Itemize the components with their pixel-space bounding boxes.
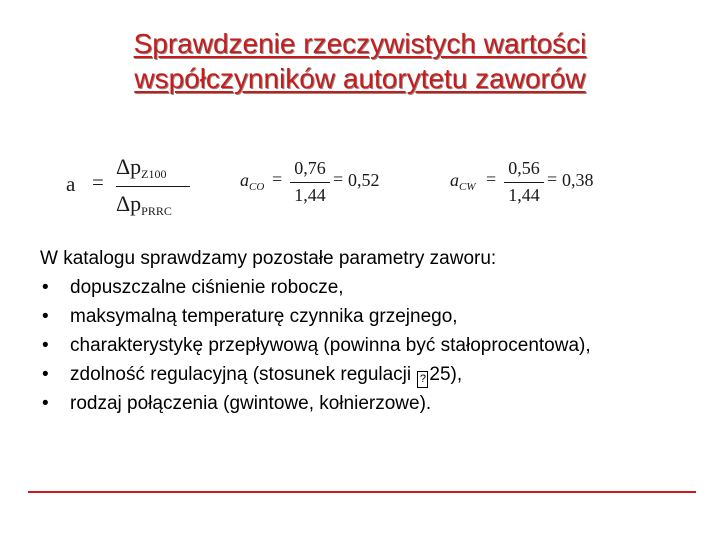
formula-cw-eq2: = (547, 169, 558, 189)
formula-cw-result: 0,38 (562, 170, 594, 190)
formula-co-lhs (240, 170, 264, 191)
formula-general-num-sub: Z100 (141, 167, 167, 181)
list-item-text-after: 25), (429, 364, 463, 385)
formula-co-lhs-sub: CO (249, 181, 265, 193)
formula-general (64, 152, 194, 224)
formula-co-eq2: = (333, 169, 344, 189)
parameter-list (40, 273, 680, 418)
formula-co-bar (290, 182, 330, 183)
lead-text: W katalogu sprawdzamy pozostałe parametry zaworu: (40, 248, 497, 269)
formula-general-eq: = (92, 170, 104, 194)
formula-co-denominator: 1,44 (294, 185, 326, 205)
content-body (40, 244, 680, 418)
formula-co-result: 0,52 (348, 170, 380, 190)
bottom-divider (28, 491, 696, 493)
list-item-text-before: zdolność regulacyjną (stosunek regulacji (70, 364, 417, 385)
formula-general-den-sub: PRRC (141, 204, 172, 218)
bullet: • (42, 364, 49, 385)
list-item-text: rodzaj połączenia (gwintowe, kołnierzowe). (70, 393, 432, 414)
formula-co-eq: = (272, 169, 283, 189)
formula-cw-eq: = (486, 169, 497, 189)
list-item-text: dopuszczalne ciśnienie robocze, (70, 277, 344, 298)
title-line-1: Sprawdzenie rzeczywistych wartości (133, 28, 587, 59)
formula-co (240, 158, 380, 208)
formula-cw-bar (504, 182, 544, 183)
formula-general-lhs: a (66, 172, 76, 196)
list-item (40, 273, 680, 302)
formula-general-denominator (116, 191, 172, 217)
formula-co-lhs-base: a (240, 170, 249, 190)
bullet: • (42, 393, 49, 414)
missing-glyph-icon: ? (417, 371, 428, 388)
bullet: • (42, 306, 49, 327)
formula-co-numerator: 0,76 (294, 158, 326, 178)
formula-cw-lhs (450, 170, 476, 191)
formula-cw-numerator: 0,56 (508, 158, 540, 178)
formula-general-num-base: Δp (116, 154, 142, 179)
bullet: • (42, 335, 49, 356)
list-item (40, 360, 680, 389)
list-item-text: maksymalną temperaturę czynnika grzejnego, (70, 306, 458, 327)
formula-general-den-base: Δp (116, 191, 142, 216)
list-item (40, 389, 680, 418)
title-line-2: współczynników autorytetu zaworów (134, 63, 586, 94)
formula-cw-lhs-sub: CW (459, 181, 476, 193)
list-item (40, 302, 680, 331)
formula-cw-fraction (504, 158, 544, 208)
bullet: • (42, 277, 49, 298)
formula-general-numerator (116, 154, 167, 180)
formula-co-fraction (290, 158, 330, 208)
list-item (40, 331, 680, 360)
list-item-text: charakterystykę przepływową (powinna być stałoprocentowa), (70, 335, 591, 356)
slide-title (40, 26, 680, 96)
formula-cw (450, 158, 600, 208)
formula-general-bar (116, 186, 190, 187)
formula-general-fraction (116, 152, 190, 224)
formula-cw-lhs-base: a (450, 170, 459, 190)
formula-cw-denominator: 1,44 (508, 185, 540, 205)
